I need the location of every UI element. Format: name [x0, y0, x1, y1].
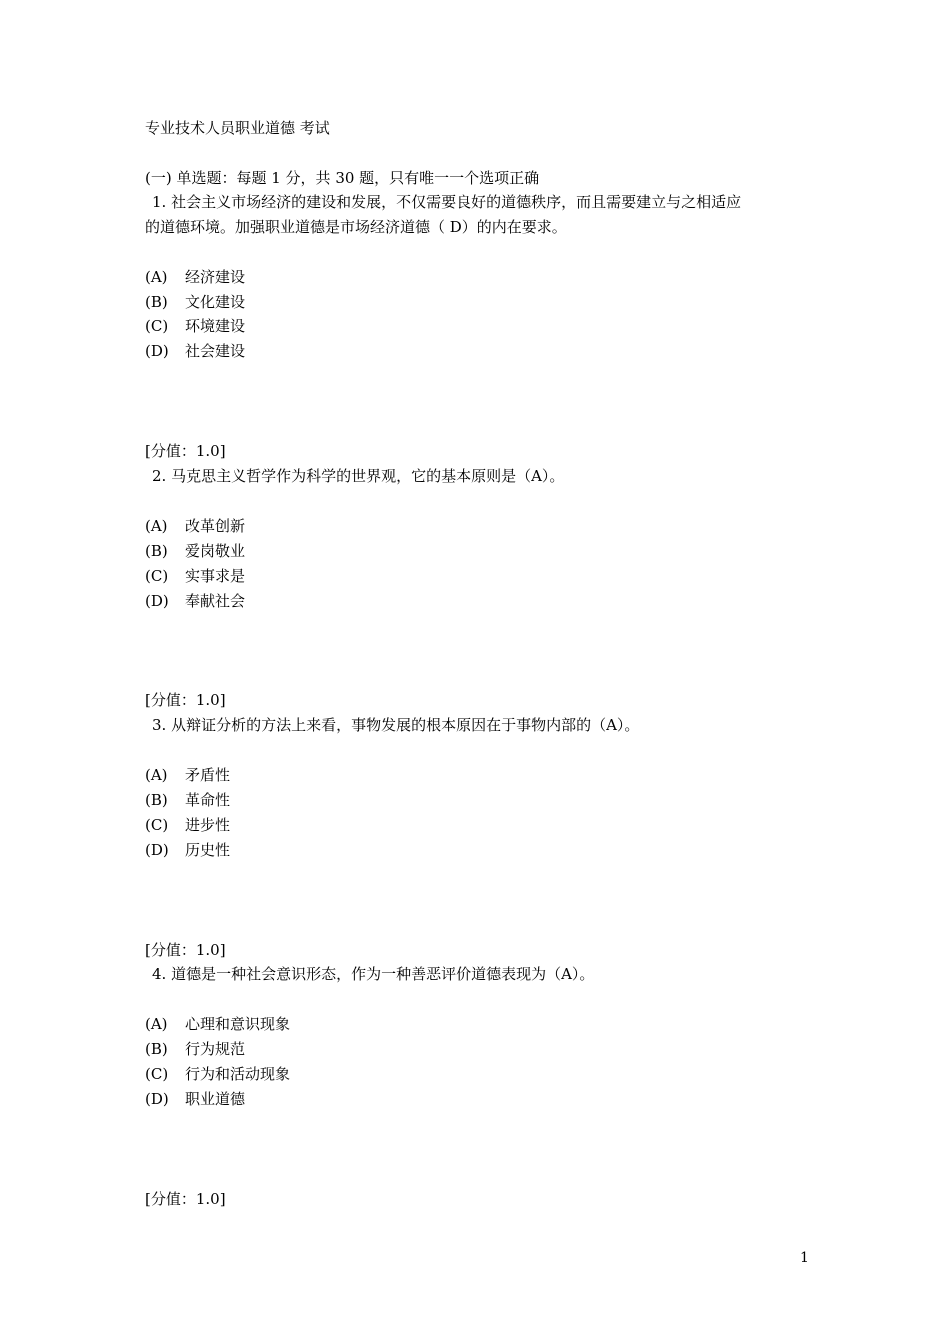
question-1-option-b: (B) 文化建设 [145, 293, 246, 311]
question-1-text-line-1: 1. 社会主义市场经济的建设和发展，不仅需要良好的道德秩序，而且需要建立与之相适应 [152, 193, 742, 211]
question-4-option-c: (C) 行为和活动现象 [145, 1065, 291, 1083]
question-1-option-d: (D) 社会建设 [145, 342, 246, 360]
question-4-option-d: (D) 职业道德 [145, 1090, 246, 1108]
page-number: 1 [800, 1250, 809, 1266]
question-1-option-a: (A) 经济建设 [145, 268, 246, 286]
question-3-option-a: (A) 矛盾性 [145, 766, 231, 784]
question-1-text-line-2: 的道德环境。加强职业道德是市场经济道德（ D）的内在要求。 [145, 218, 567, 236]
question-3-option-d: (D) 历史性 [145, 841, 231, 859]
question-3-option-b: (B) 革命性 [145, 791, 231, 809]
question-2-text: 2. 马克思主义哲学作为科学的世界观，它的基本原则是（A）。 [152, 467, 565, 485]
question-2-option-b: (B) 爱岗敬业 [145, 542, 246, 560]
question-3-option-c: (C) 进步性 [145, 816, 231, 834]
question-3-text: 3. 从辩证分析的方法上来看，事物发展的根本原因在于事物内部的（A）。 [152, 716, 640, 734]
question-2-option-c: (C) 实事求是 [145, 567, 246, 585]
document-title: 专业技术人员职业道德 考试 [145, 119, 330, 137]
question-1-score: [分值：1.0] [145, 442, 226, 460]
question-2-option-d: (D) 奉献社会 [145, 592, 246, 610]
question-4-option-a: (A) 心理和意识现象 [145, 1015, 291, 1033]
question-2-score: [分值：1.0] [145, 691, 226, 709]
section-heading: (一) 单选题：每题 1 分，共 30 题，只有唯一一个选项正确 [145, 169, 540, 187]
question-4-score: [分值：1.0] [145, 1190, 226, 1208]
question-2-option-a: (A) 改革创新 [145, 517, 246, 535]
question-1-option-c: (C) 环境建设 [145, 317, 246, 335]
question-3-score: [分值：1.0] [145, 941, 226, 959]
question-4-text: 4. 道德是一种社会意识形态，作为一种善恶评价道德表现为（A）。 [152, 965, 595, 983]
question-4-option-b: (B) 行为规范 [145, 1040, 246, 1058]
